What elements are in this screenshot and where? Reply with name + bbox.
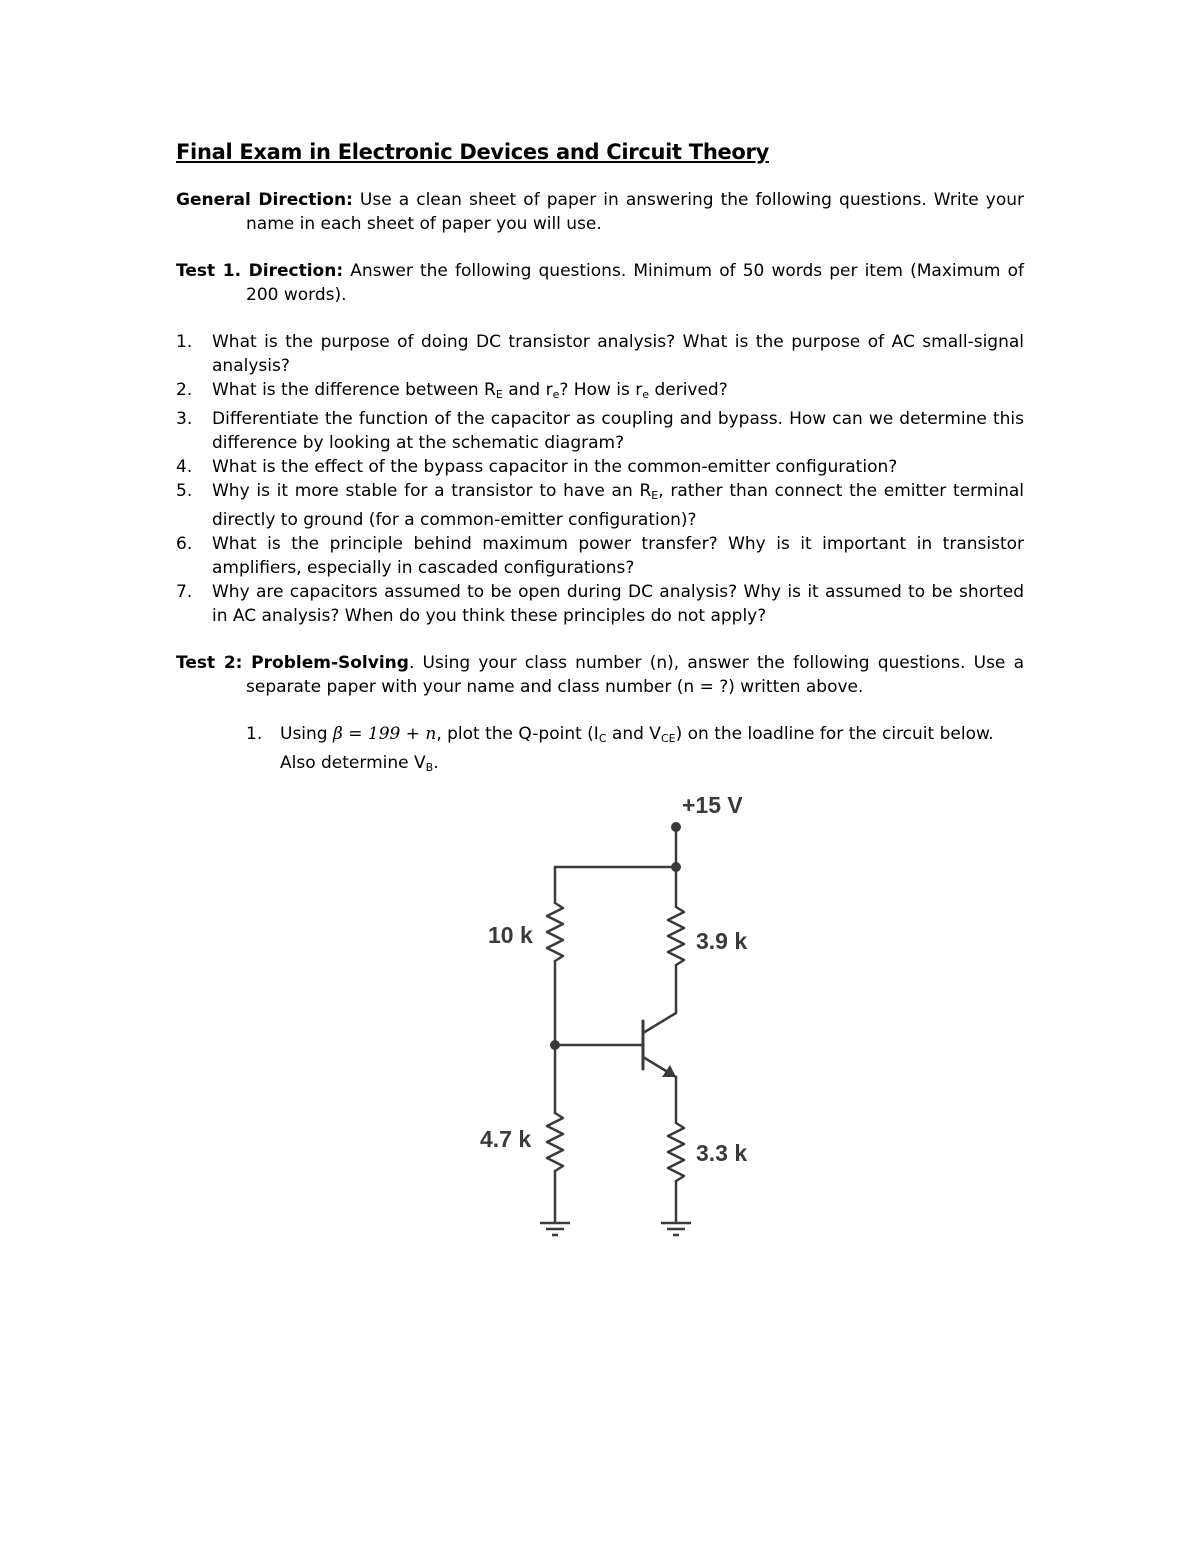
top-junction-dot — [671, 862, 681, 872]
general-direction-label: General Direction: — [176, 190, 353, 210]
ground-right-icon — [661, 1223, 691, 1235]
question-item: 5. Why is it more stable for a transistor to have an $R_E$, rather than connect the emitter terminal directly to ground (for a common-emitter configuration)? — [176, 481, 1024, 530]
test2-label: Test 2: Problem-Solving — [176, 653, 409, 673]
re-label: 3.3 k — [696, 1140, 748, 1166]
exam-title: Final Exam in Electronic Devices and Circuit Theory — [176, 140, 769, 164]
exam-page — [176, 140, 1024, 780]
rc-label: 3.9 k — [696, 928, 748, 954]
question-item: 7. Why are capacitors assumed to be open during DC analysis? Why is it assumed to be shorted in AC analysis? When do you think these principles do not apply? — [176, 582, 1024, 626]
test1-label: Test 1. Direction: — [176, 261, 344, 281]
question-item: 3. Differentiate the function of the capacitor as coupling and bypass. How can we determine this difference by looking at the schematic diagram? — [176, 409, 1024, 453]
rc-resistor — [668, 907, 684, 965]
re-resistor — [668, 1123, 684, 1181]
r1-resistor — [547, 903, 563, 961]
beta-formula: β = 199 + n — [333, 724, 437, 744]
general-direction-text: Use a clean sheet of paper in answering the following questions. Write your name in each sheet of paper you will use. — [246, 190, 1024, 234]
base-junction-dot — [550, 1040, 560, 1050]
r1-label: 10 k — [488, 922, 533, 948]
r2-resistor — [547, 1113, 563, 1171]
test1-text: Answer the following questions. Minimum of 50 words per item (Maximum of 200 words). — [246, 261, 1024, 305]
r2-label: 4.7 k — [480, 1126, 532, 1152]
question-item: 6. What is the principle behind maximum power transfer? Why is it important in transistor amplifiers, especially in cascaded configurations? — [176, 534, 1024, 578]
supply-label: +15 V — [682, 792, 743, 818]
question-item: 2. What is the difference between $R_E$ and $r_e$? How is $r_e$ derived? — [176, 380, 728, 401]
general-direction — [176, 188, 1024, 236]
test2-direction — [176, 651, 1024, 699]
test1-direction — [176, 259, 1024, 307]
test2-text: . Using your class number (n), answer the following questions. Use a separate paper with your name and class number (n = ?) written above. — [246, 653, 1025, 697]
test2-problem-list — [176, 722, 1024, 780]
problem-item: 1. Using β = 199 + n, plot the Q-point ($I_C$ and $V_{CE}$) on the loadline for the circuit below. Also determine $V_B$. — [246, 724, 994, 774]
test1-question-list — [176, 330, 1024, 628]
circuit-diagram — [470, 785, 770, 1245]
question-item: 4. What is the effect of the bypass capacitor in the common-emitter configuration? — [176, 457, 898, 477]
ground-left-icon — [540, 1223, 570, 1235]
supply-terminal-dot — [671, 822, 681, 832]
transistor-collector — [643, 1013, 676, 1033]
question-item: 1. What is the purpose of doing DC transistor analysis? What is the purpose of AC small-signal analysis? — [176, 332, 1024, 376]
